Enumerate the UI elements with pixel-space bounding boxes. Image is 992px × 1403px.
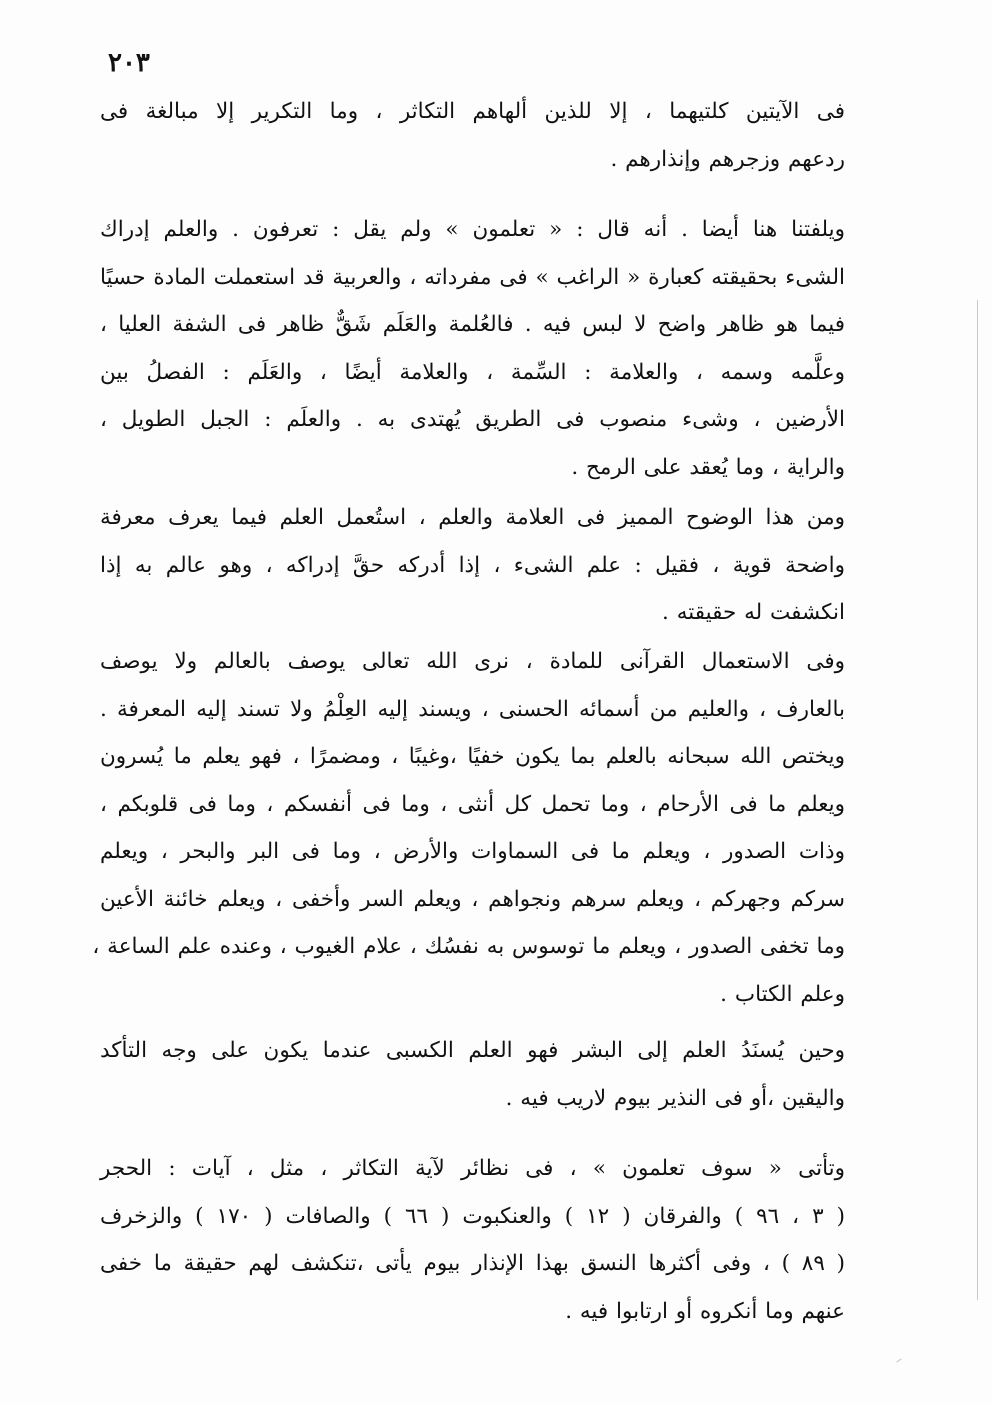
text-line: ( ٣ ، ٩٦ ) والفرقان ( ١٢ ) والعنكبوت ( ٦٦ ) والصافات ( ١٧٠ ) والزخرف — [100, 1203, 845, 1229]
text-line: ( ٨٩ ) ، وفى أكثرها النسق بهذا الإنذار بيوم يأتى ،تنكشف لهم حقيقة ما خفى — [100, 1251, 845, 1276]
page-number: ٢٠٣ — [108, 48, 150, 78]
scan-edge-line — [977, 300, 978, 1300]
text-line: وما تخفى الصدور ، ويعلم ما توسوس به نفسُك ، علام الغيوب ، وعنده علم الساعة ، — [92, 934, 845, 959]
text-line: وفى الاستعمال القرآنى للمادة ، نرى الله تعالى يوصف بالعالم ولا يوصف — [100, 649, 845, 674]
text-line: سركم وجهركم ، ويعلم سرهم ونجواهم ، ويعلم السر وأخفى ، ويعلم خائنة الأعين — [100, 886, 845, 912]
paragraph-4 — [92, 638, 845, 1018]
text-line: ويعلم ما فى الأرحام ، وما تحمل كل أنثى ، وما فى أنفسكم ، وما فى قلوبكم ، — [100, 791, 845, 817]
text-line: ردعهم وزجرهم وإنذارهم . — [610, 146, 845, 172]
text-line: والراية ، وما يُعقد على الرمح . — [571, 454, 845, 480]
text-line: واضحة قوية ، فقيل : علم الشىء ، إذا أدركه حقَّ إدراكه ، وهو عالم به إذا — [100, 552, 845, 578]
scan-speck — [896, 1358, 901, 1362]
text-line: بالعارف ، والعليم من أسمائه الحسنى ، ويسند إليه العِلْمُ ولا تسند إليه المعرفة . — [100, 696, 845, 722]
text-line: انكشفت له حقيقته . — [662, 600, 845, 625]
text-line: ويختص الله سبحانه بالعلم بما يكون خفيًا ،وغيبًا ، ومضمرًا ، فهو يعلم ما يُسرون — [100, 744, 845, 769]
paragraph-2 — [100, 206, 845, 491]
paragraph-6 — [100, 1145, 845, 1335]
paragraph-5 — [100, 1027, 845, 1122]
text-line: وعلَّمه وسمه ، والعلامة : السِّمة ، والعلامة أيضًا ، والعَلَم : الفصلُ بين — [100, 359, 845, 385]
text-line: وحين يُسنَدُ العلم إلى البشر فهو العلم الكسبى عندما يكون على وجه التأكد — [100, 1038, 845, 1063]
text-line: عنهم وما أنكروه أو ارتابوا فيه . — [565, 1298, 845, 1324]
paragraph-1 — [100, 88, 845, 183]
text-line: فى الآيتين كلتيهما ، إلا للذين ألهاهم التكاثر ، وما التكرير إلا مبالغة فى — [100, 99, 845, 124]
text-line: الشىء بحقيقته كعبارة « الراغب » فى مفرداته ، والعربية قد استعملت المادة حسيًا — [100, 264, 845, 290]
text-line: وذات الصدور ، ويعلم ما فى السماوات والأرض ، وما فى البر والبحر ، ويعلم — [100, 839, 845, 864]
text-line: وعلم الكتاب . — [720, 981, 845, 1007]
text-line: فيما هو ظاهر واضح لا لبس فيه . فالعُلمة والعَلَم شَقٌّ ظاهر فى الشفة العليا ، — [100, 312, 845, 337]
text-line: ومن هذا الوضوح المميز فى العلامة والعلم ، استُعمل العلم فيما يعرف معرفة — [100, 505, 845, 530]
text-line: واليقين ،أو فى النذير بيوم لاريب فيه . — [505, 1085, 845, 1111]
paragraph-3 — [100, 494, 845, 637]
text-line: ويلفتنا هنا أيضا . أنه قال : « تعلمون » ولم يقل : تعرفون . والعلم إدراك — [100, 217, 845, 242]
text-line: الأرضين ، وشىء منصوب فى الطريق يُهتدى به . والعلَم : الجبل الطويل ، — [100, 407, 845, 432]
text-line: وتأتى « سوف تعلمون » ، فى نظائر لآية التكاثر ، مثل ، آيات : الحجر — [100, 1156, 845, 1181]
